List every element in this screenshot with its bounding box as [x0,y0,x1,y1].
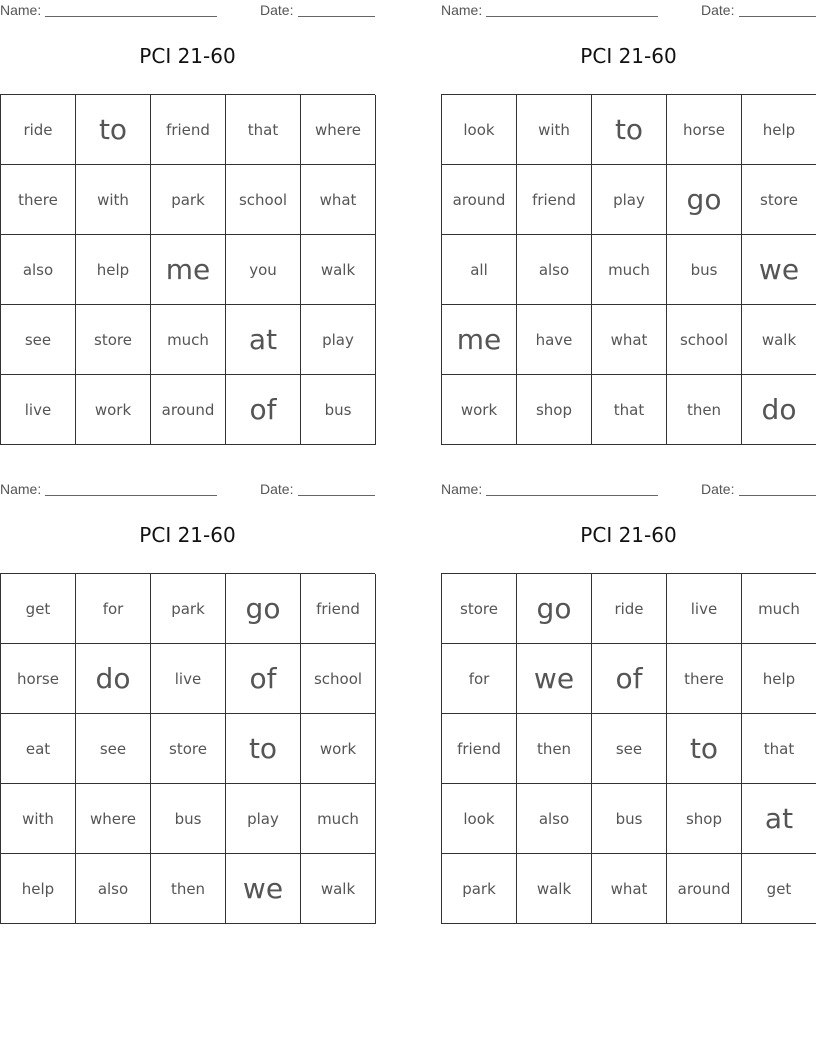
bingo-cell: of [592,644,667,714]
bingo-cell: we [226,854,301,924]
date-label: Date: [260,481,294,497]
bingo-cell: play [226,784,301,854]
bingo-cell: school [301,644,376,714]
bingo-cell: around [667,854,742,924]
date-field-line[interactable] [739,16,816,17]
bingo-cell: store [742,165,816,235]
bingo-cell: much [151,305,226,375]
bingo-cell: park [151,574,226,644]
bingo-cell: work [301,714,376,784]
bingo-cell: friend [517,165,592,235]
bingo-cell: ride [592,574,667,644]
name-field-line[interactable] [486,495,658,496]
bingo-cell: help [1,854,76,924]
bingo-cell: you [226,235,301,305]
date-field-line[interactable] [298,16,375,17]
bingo-cell: ride [1,95,76,165]
bingo-cell: help [76,235,151,305]
bingo-cell: store [151,714,226,784]
bingo-cell: that [742,714,816,784]
bingo-cell: much [301,784,376,854]
card-title: PCI 21-60 [580,523,677,547]
bingo-cell: look [442,784,517,854]
bingo-cell: see [76,714,151,784]
date-field-line[interactable] [298,495,375,496]
bingo-cell: look [442,95,517,165]
bingo-cell: live [151,644,226,714]
bingo-cell: live [1,375,76,445]
bingo-cell: with [76,165,151,235]
card-title: PCI 21-60 [139,523,236,547]
bingo-cell: also [517,784,592,854]
bingo-cell: work [76,375,151,445]
bingo-cell: help [742,644,816,714]
bingo-cell: horse [1,644,76,714]
bingo-cell: me [151,235,226,305]
bingo-cell: for [76,574,151,644]
bingo-cell: get [1,574,76,644]
bingo-cell: bus [592,784,667,854]
bingo-card [441,0,816,445]
bingo-cell: we [742,235,816,305]
card-header [441,479,816,501]
bingo-cell: do [76,644,151,714]
bingo-cell: around [151,375,226,445]
bingo-cell: eat [1,714,76,784]
bingo-cell: that [226,95,301,165]
bingo-cell: do [742,375,816,445]
bingo-cell: walk [742,305,816,375]
bingo-cell: at [742,784,816,854]
bingo-cell: help [742,95,816,165]
bingo-cell: store [442,574,517,644]
bingo-grid [441,573,816,924]
bingo-cell: park [442,854,517,924]
name-field-line[interactable] [45,495,217,496]
bingo-cell: bus [301,375,376,445]
bingo-cell: school [226,165,301,235]
bingo-cell: what [301,165,376,235]
bingo-cell: horse [667,95,742,165]
bingo-cell: go [517,574,592,644]
bingo-cell: around [442,165,517,235]
bingo-cell: also [1,235,76,305]
bingo-cell: go [667,165,742,235]
bingo-cell: see [592,714,667,784]
bingo-cell: for [442,644,517,714]
bingo-cell: play [592,165,667,235]
bingo-card [0,479,375,924]
bingo-cell: to [76,95,151,165]
bingo-cell: then [517,714,592,784]
bingo-cell: that [592,375,667,445]
bingo-cell: get [742,854,816,924]
bingo-cell: go [226,574,301,644]
bingo-cell: of [226,375,301,445]
card-header [0,0,375,22]
bingo-card [0,0,375,445]
bingo-cell: shop [667,784,742,854]
name-label: Name: [0,2,42,18]
name-label: Name: [441,481,483,497]
bingo-cell: walk [301,854,376,924]
bingo-cell: also [76,854,151,924]
bingo-cell: much [592,235,667,305]
bingo-cell: bus [667,235,742,305]
bingo-cell: of [226,644,301,714]
date-label: Date: [701,481,735,497]
bingo-grid [0,573,375,924]
bingo-cell: have [517,305,592,375]
bingo-cell: then [151,854,226,924]
bingo-cell: work [442,375,517,445]
bingo-cell: where [76,784,151,854]
bingo-cell: park [151,165,226,235]
bingo-cell: store [76,305,151,375]
name-label: Name: [0,481,42,497]
card-title: PCI 21-60 [580,44,677,68]
bingo-grid [441,94,816,445]
date-label: Date: [260,2,294,18]
bingo-card [441,479,816,924]
bingo-cell: much [742,574,816,644]
bingo-cell: with [517,95,592,165]
bingo-cell: what [592,854,667,924]
bingo-grid [0,94,375,445]
bingo-cell: we [517,644,592,714]
bingo-cell: me [442,305,517,375]
bingo-cell: walk [517,854,592,924]
bingo-cell: where [301,95,376,165]
bingo-cell: shop [517,375,592,445]
name-field-line[interactable] [45,16,217,17]
name-label: Name: [441,2,483,18]
bingo-cell: friend [301,574,376,644]
bingo-cell: at [226,305,301,375]
bingo-cell: to [592,95,667,165]
bingo-cell: play [301,305,376,375]
bingo-cell: to [667,714,742,784]
card-header [0,479,375,501]
bingo-cell: there [667,644,742,714]
bingo-cell: what [592,305,667,375]
bingo-cell: then [667,375,742,445]
card-header [441,0,816,22]
card-title: PCI 21-60 [139,44,236,68]
date-field-line[interactable] [739,495,816,496]
bingo-cell: with [1,784,76,854]
bingo-cell: all [442,235,517,305]
bingo-cell: to [226,714,301,784]
bingo-cell: walk [301,235,376,305]
name-field-line[interactable] [486,16,658,17]
bingo-cell: see [1,305,76,375]
bingo-cell: there [1,165,76,235]
bingo-cell: live [667,574,742,644]
bingo-cell: school [667,305,742,375]
bingo-cell: bus [151,784,226,854]
bingo-cell: friend [442,714,517,784]
date-label: Date: [701,2,735,18]
bingo-cell: friend [151,95,226,165]
bingo-cell: also [517,235,592,305]
